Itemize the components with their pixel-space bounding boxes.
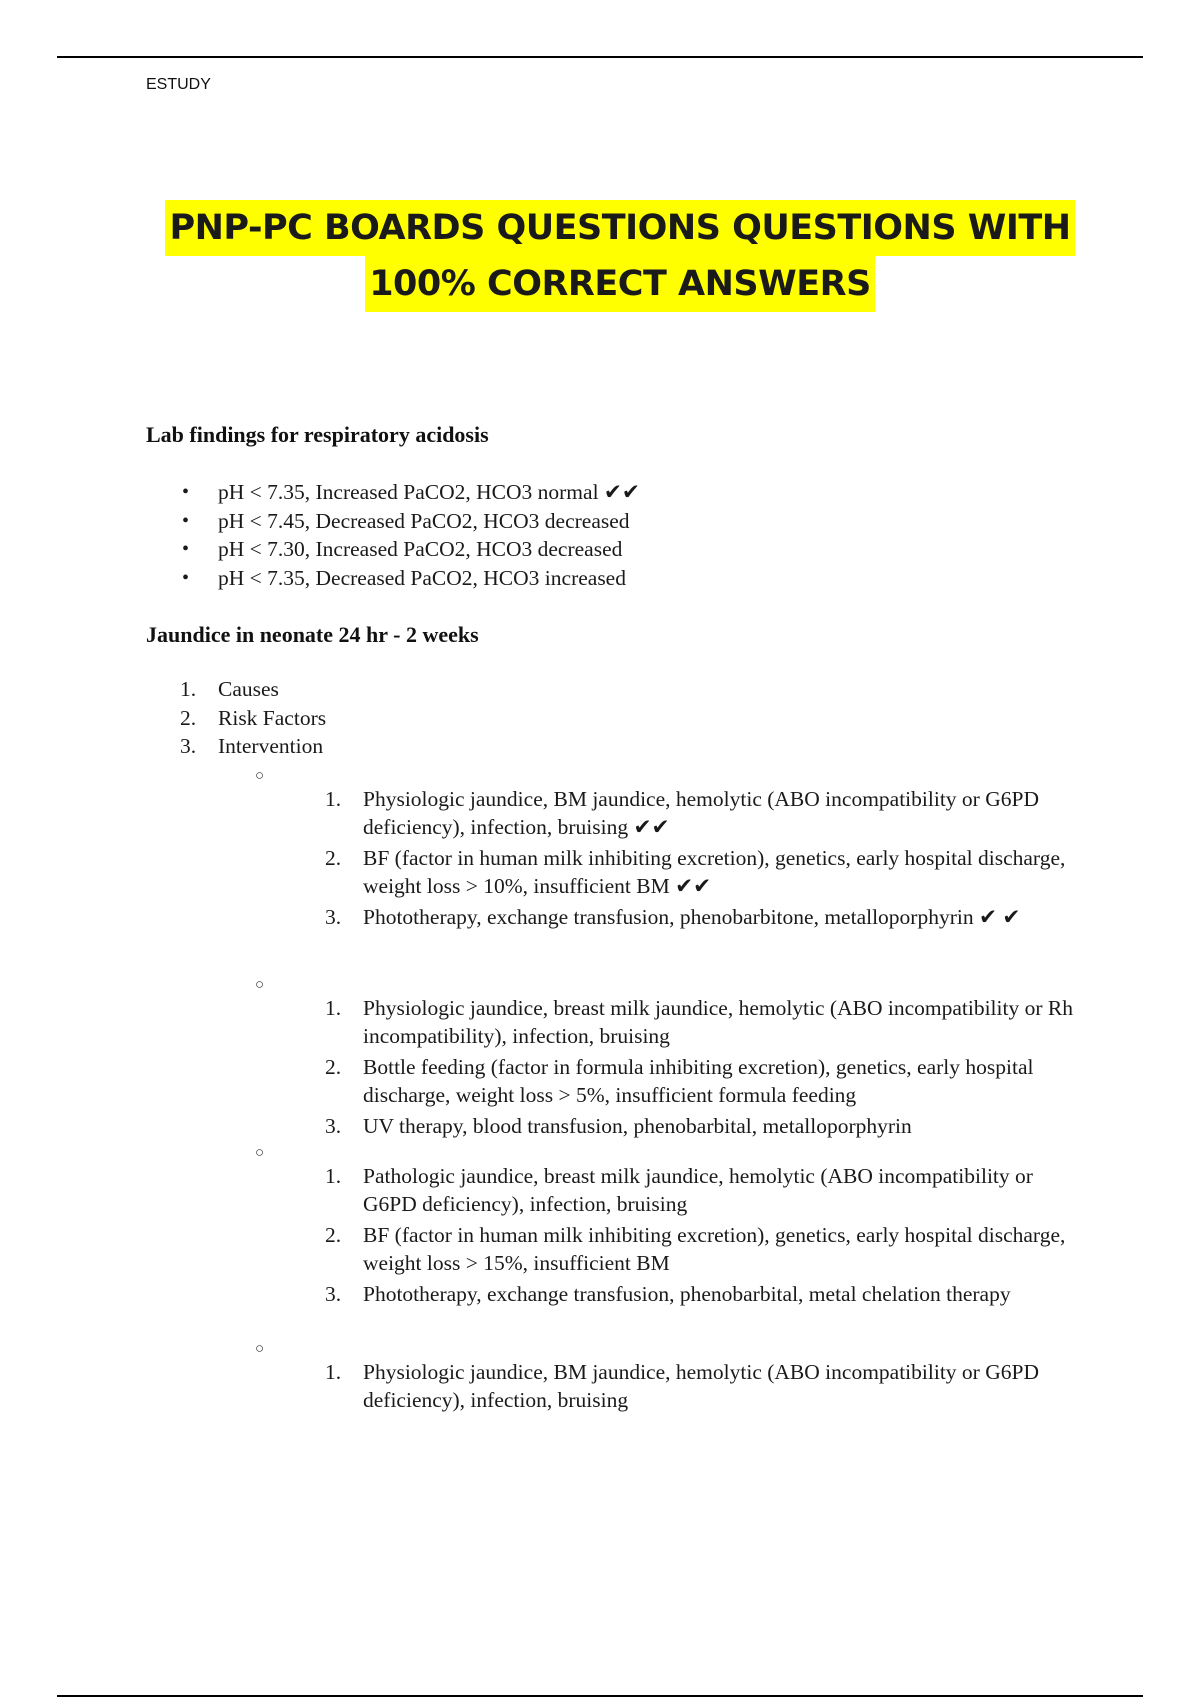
list-number: 3.: [180, 734, 197, 758]
list-item: [325, 904, 1085, 932]
answer-list: [325, 1359, 1085, 1418]
document-title: [120, 200, 1120, 312]
list-item: [325, 1163, 1085, 1218]
question-part: [146, 732, 326, 761]
answer-list: [325, 1163, 1085, 1313]
answer-text: BF (factor in human milk inhibiting excretion), genetics, early hospital discharge, weight loss > 15%, insufficient BM: [363, 1223, 1066, 1275]
header-rule: [57, 56, 1143, 58]
list-number: 2.: [325, 1055, 342, 1079]
circle-bullet-icon: ○: [255, 768, 265, 784]
answer-option: • pH < 7.45, Decreased PaCO2, HCO3 decreased: [146, 507, 640, 536]
list-number: 1.: [180, 677, 197, 701]
answer-option: • pH < 7.35, Increased PaCO2, HCO3 normal ✔✔: [146, 478, 640, 507]
answer-list: [325, 995, 1085, 1145]
question-part-label: Risk Factors: [218, 705, 327, 730]
answer-text: Physiologic jaundice, BM jaundice, hemolytic (ABO incompatibility or G6PD deficiency), infection, bruising: [363, 1360, 1039, 1412]
answer-text: BF (factor in human milk inhibiting excretion), genetics, early hospital discharge, weight loss > 10%, insufficient BM ✔✔: [363, 846, 1066, 898]
list-number: 3.: [325, 1282, 342, 1306]
title-line-1: PNP-PC BOARDS QUESTIONS QUESTIONS WITH: [165, 200, 1074, 256]
list-item: [325, 1113, 1085, 1141]
list-number: 1.: [325, 996, 342, 1020]
list-number: 3.: [325, 905, 342, 929]
answer-option: • pH < 7.30, Increased PaCO2, HCO3 decreased: [146, 535, 640, 564]
question-title: Jaundice in neonate 24 hr - 2 weeks: [146, 622, 479, 647]
answer-list: [325, 786, 1085, 936]
question-parts: [146, 675, 326, 761]
list-item: [325, 1359, 1085, 1414]
question-part: [146, 704, 326, 733]
question-part-label: Intervention: [218, 734, 324, 758]
answer-text: Physiologic jaundice, BM jaundice, hemolytic (ABO incompatibility or G6PD deficiency), infection, bruising ✔✔: [363, 787, 1039, 839]
list-item: [325, 845, 1085, 900]
list-item: [325, 995, 1085, 1050]
list-number: 2.: [180, 705, 197, 730]
answer-text: Bottle feeding (factor in formula inhibiting excretion), genetics, early hospital discharge, weight loss > 5%, insufficient formula feeding: [363, 1055, 1034, 1107]
question-part: [146, 675, 326, 704]
circle-bullet-icon: ○: [255, 1341, 265, 1357]
list-item: [325, 1222, 1085, 1277]
list-number: 2.: [325, 846, 342, 870]
list-number: 2.: [325, 1223, 342, 1247]
list-number: 1.: [325, 1164, 342, 1188]
header-tag: ESTUDY: [146, 76, 211, 93]
answer-text: UV therapy, blood transfusion, phenobarbital, metalloporphyrin: [363, 1114, 912, 1138]
answer-text: Pathologic jaundice, breast milk jaundice, hemolytic (ABO incompatibility or G6PD deficiency), infection, bruising: [363, 1164, 1033, 1216]
list-number: 1.: [325, 1360, 342, 1384]
question-title: Lab findings for respiratory acidosis: [146, 422, 489, 447]
footer-rule: [57, 1695, 1143, 1697]
answer-text: Phototherapy, exchange transfusion, phenobarbital, metal chelation therapy: [363, 1282, 1011, 1306]
list-number: 3.: [325, 1114, 342, 1138]
list-item: [325, 1281, 1085, 1309]
list-item: [325, 1054, 1085, 1109]
answer-options: [146, 478, 640, 592]
list-item: [325, 786, 1085, 841]
circle-bullet-icon: ○: [255, 977, 265, 993]
circle-bullet-icon: ○: [255, 1145, 265, 1161]
list-number: 1.: [325, 787, 342, 811]
question-part-label: Causes: [218, 677, 279, 701]
answer-text: Physiologic jaundice, breast milk jaundice, hemolytic (ABO incompatibility or Rh incompatibility), infection, bruising: [363, 996, 1073, 1048]
title-line-2: 100% CORRECT ANSWERS: [365, 256, 875, 312]
answer-option: • pH < 7.35, Decreased PaCO2, HCO3 increased: [146, 564, 640, 593]
answer-text: Phototherapy, exchange transfusion, phenobarbitone, metalloporphyrin ✔ ✔: [363, 905, 1021, 929]
